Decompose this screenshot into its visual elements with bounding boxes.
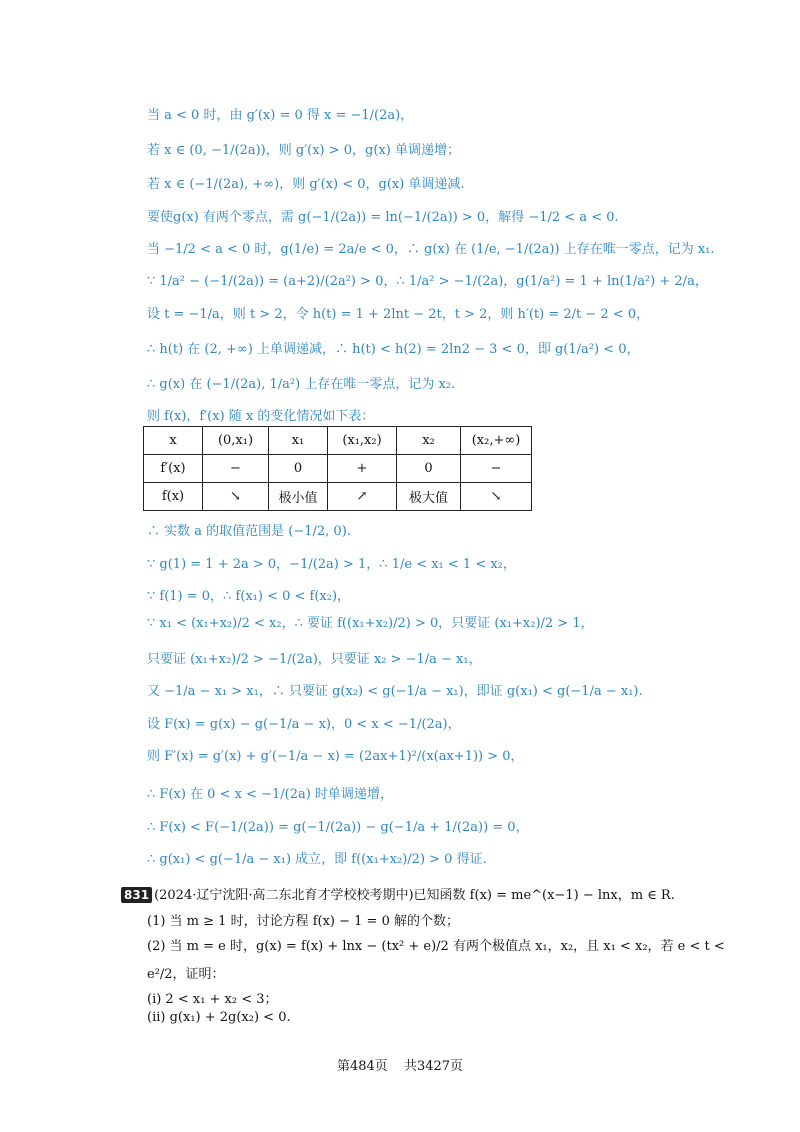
problem-source-text: (2024·辽宁沈阳·高二东北育才学校校考期中)已知函数 f(x) = me^(x−1) − lnx，m ∈ R.: [154, 888, 675, 903]
problem-part: (2) 当 m = e 时，g(x) = f(x) + lnx − (tx² + e)/2 有两个极值点 x₁，x₂，且 x₁ < x₂，若 e < t <: [147, 939, 725, 954]
table-cell: (x₁,x₂): [328, 427, 397, 455]
table-cell: 极小值: [269, 483, 328, 511]
solution-line: ∴ F(x) < F(−1/(2a)) = g(−1/(2a)) − g(−1/a + 1/(2a)) = 0，: [147, 820, 529, 835]
table-cell: x₁: [269, 427, 328, 455]
solution-line: 当 −1/2 < a < 0 时，g(1/e) = 2a/e < 0，∴ g(x) 在 (1/e, −1/(2a)) 上存在唯一零点，记为 x₁.: [147, 242, 715, 257]
page-number: 第484页: [336, 1059, 388, 1074]
solution-line: 要使g(x) 有两个零点，需 g(−1/(2a)) = ln(−1/(2a)) > 0，解得 −1/2 < a < 0.: [147, 210, 619, 225]
solution-line: ∴ F(x) 在 0 < x < −1/(2a) 时单调递增，: [147, 787, 393, 802]
table-cell: x: [144, 427, 203, 455]
table-row: [144, 455, 532, 483]
table-cell: +: [328, 455, 397, 483]
problem-number: 831: [121, 887, 152, 903]
problem-part: (i) 2 < x₁ + x₂ < 3；: [147, 992, 278, 1007]
table-cell: ↘: [203, 483, 269, 511]
solution-line: ∴ g(x) 在 (−1/(2a), 1/a²) 上存在唯一零点，记为 x₂.: [147, 377, 456, 392]
table-cell: 0: [397, 455, 461, 483]
solution-line: 则 F′(x) = g′(x) + g′(−1/a − x) = (2ax+1)²/(x(ax+1)) > 0，: [147, 749, 524, 764]
solution-line: 若 x ∈ (0, −1/(2a))，则 g′(x) > 0，g(x) 单调递增；: [147, 143, 460, 158]
table-cell: ↗: [328, 483, 397, 511]
solution-line: ∵ 1/a² − (−1/(2a)) = (a+2)/(2a²) > 0，∴ 1/a² > −1/(2a)，g(1/a²) = 1 + ln(1/a²) + 2/a，: [147, 274, 708, 289]
table-cell: −: [203, 455, 269, 483]
table-row: [144, 483, 532, 511]
table-cell: 极大值: [397, 483, 461, 511]
solution-line: 只要证 (x₁+x₂)/2 > −1/(2a)，只要证 x₂ > −1/a − x₁，: [147, 652, 482, 667]
problem-part: (ii) g(x₁) + 2g(x₂) < 0.: [147, 1010, 291, 1025]
variation-table: [143, 426, 532, 511]
solution-line: ∵ g(1) = 1 + 2a > 0，−1/(2a) > 1，∴ 1/e < x₁ < 1 < x₂，: [147, 557, 516, 572]
solution-line: ∴ g(x₁) < g(−1/a − x₁) 成立，即 f((x₁+x₂)/2) > 0 得证.: [147, 852, 487, 867]
table-cell: 0: [269, 455, 328, 483]
table-cell: ↘: [461, 483, 532, 511]
table-cell: −: [461, 455, 532, 483]
problem-header: [121, 884, 675, 903]
solution-line: 设 F(x) = g(x) − g(−1/a − x)，0 < x < −1/(2a)，: [147, 717, 461, 732]
page-total: 共3427页: [403, 1059, 464, 1074]
solution-line: 设 t = −1/a，则 t > 2，令 h(t) = 1 + 2lnt − 2t，t > 2，则 h′(t) = 2/t − 2 < 0，: [147, 307, 650, 322]
solution-line: 当 a < 0 时，由 g′(x) = 0 得 x = −1/(2a)，: [147, 108, 414, 123]
solution-line: ∵ f(1) = 0，∴ f(x₁) < 0 < f(x₂)，: [147, 589, 351, 604]
table-cell: f′(x): [144, 455, 203, 483]
table-header-row: [144, 427, 532, 455]
solution-line: ∴ 实数 a 的取值范围是 (−1/2, 0).: [147, 524, 351, 539]
solution-line: 若 x ∈ (−1/(2a), +∞)，则 g′(x) < 0，g(x) 单调递减.: [147, 177, 465, 192]
solution-line: ∴ h(t) 在 (2, +∞) 上单调递减，∴ h(t) < h(2) = 2ln2 − 3 < 0，即 g(1/a²) < 0，: [147, 342, 640, 357]
table-cell: f(x): [144, 483, 203, 511]
problem-part: e²/2，证明：: [147, 967, 225, 982]
table-cell: (0,x₁): [203, 427, 269, 455]
solution-line: 又 −1/a − x₁ > x₁，∴ 只要证 g(x₂) < g(−1/a − x₁)，即证 g(x₁) < g(−1/a − x₁).: [147, 684, 643, 699]
solution-line: 则 f(x)，f′(x) 随 x 的变化情况如下表：: [147, 409, 375, 424]
table-cell: x₂: [397, 427, 461, 455]
problem-part: (1) 当 m ≥ 1 时，讨论方程 f(x) − 1 = 0 解的个数；: [147, 914, 459, 929]
solution-line: ∵ x₁ < (x₁+x₂)/2 < x₂，∴ 要证 f((x₁+x₂)/2) > 0，只要证 (x₁+x₂)/2 > 1，: [147, 616, 594, 631]
page-footer: [0, 1055, 800, 1074]
table-cell: (x₂,+∞): [461, 427, 532, 455]
